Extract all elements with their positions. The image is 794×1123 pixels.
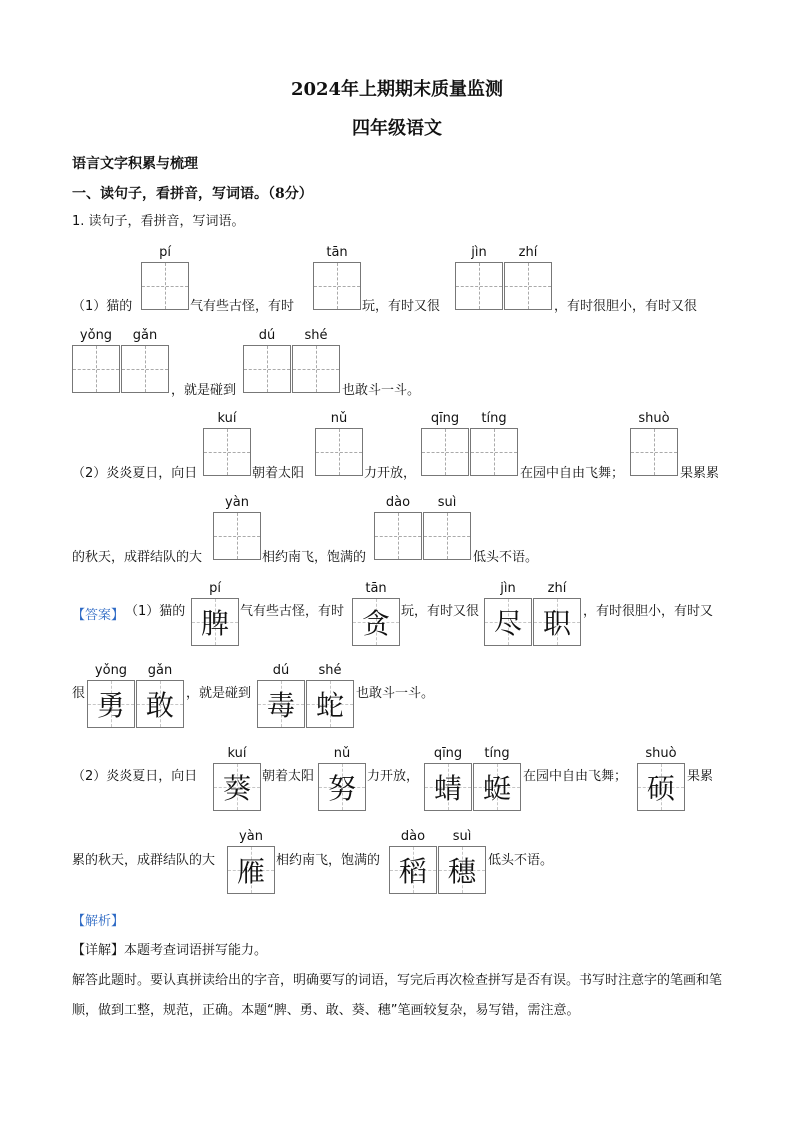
pinyin-label: pí <box>159 245 171 260</box>
sentence-text: 低头不语。 <box>488 853 554 868</box>
question-heading: 一、读句子，看拼音，写词语。（8分） <box>72 186 313 202</box>
pinyin-label: tān <box>365 581 387 596</box>
sentence-text: 也敢斗一斗。 <box>356 686 435 701</box>
sentence-text: ，有时很胆小，有时又很 <box>554 299 698 314</box>
sentence-text: （2）炎炎夏日，向日 <box>72 769 198 784</box>
pinyin-label: tíng <box>484 746 510 761</box>
analysis-detail: 【详解】本题考查词语拼写能力。 <box>72 943 268 958</box>
answer-box <box>213 763 261 811</box>
answer-box <box>306 680 354 728</box>
pinyin-label: dào <box>400 829 426 844</box>
answer-box <box>637 763 685 811</box>
pinyin-label: pí <box>209 581 221 596</box>
pinyin-label: shé <box>318 663 342 678</box>
pinyin-label: tíng <box>481 411 507 426</box>
pinyin-label: shé <box>304 328 328 343</box>
answer-char: 努 <box>327 772 356 805</box>
answer-char: 葵 <box>222 772 251 805</box>
answer-box <box>484 598 532 646</box>
answer-char: 毒 <box>266 689 295 722</box>
pinyin-label: gǎn <box>132 328 158 343</box>
sentence-text: 玩，有时又很 <box>362 299 441 314</box>
writing-box[interactable] <box>630 428 678 476</box>
writing-box[interactable] <box>504 262 552 310</box>
writing-box[interactable] <box>203 428 251 476</box>
pinyin-label: suì <box>452 829 472 844</box>
sentence-text: 在园中自由飞舞； <box>520 466 625 481</box>
sentence-text: 相约南飞，饱满的 <box>276 853 381 868</box>
answer-char: 穗 <box>447 855 476 888</box>
answer-box <box>389 846 437 894</box>
pinyin-label: nǔ <box>330 411 348 426</box>
pinyin-label: qīng <box>430 411 460 426</box>
answer-char: 脾 <box>200 607 229 640</box>
answer-char: 敢 <box>145 689 174 722</box>
pinyin-label: dú <box>258 328 276 343</box>
document-title: 2024年上期期末质量监测 <box>290 79 504 100</box>
sentence-text: 果累 <box>687 769 714 784</box>
answer-char: 贪 <box>361 607 390 640</box>
pinyin-label: yàn <box>225 495 249 510</box>
writing-box[interactable] <box>121 345 169 393</box>
sentence-text: 力开放， <box>367 769 420 784</box>
sentence-text: ，就是碰到 <box>171 383 237 398</box>
answer-char: 硕 <box>646 772 675 805</box>
sentence-text: （2）炎炎夏日，向日 <box>72 466 198 481</box>
item-instruction: 1. 读句子，看拼音，写词语。 <box>72 214 245 229</box>
pinyin-label: nǔ <box>333 746 351 761</box>
answer-char: 尽 <box>493 607 522 640</box>
answer-char: 蜓 <box>482 772 511 805</box>
analysis-tag: 【解析】 <box>72 914 125 929</box>
pinyin-label: suì <box>437 495 457 510</box>
answer-char: 职 <box>542 607 571 640</box>
sentence-text: 力开放， <box>364 466 417 481</box>
writing-box[interactable] <box>315 428 363 476</box>
pinyin-label: qīng <box>433 746 463 761</box>
sentence-text: 朝着太阳 <box>262 769 315 784</box>
sentence-text: 果累累 <box>680 466 720 481</box>
document-subtitle: 四年级语文 <box>352 118 442 139</box>
sentence-text: 气有些古怪，有时 <box>190 299 295 314</box>
writing-box[interactable] <box>243 345 291 393</box>
writing-box[interactable] <box>292 345 340 393</box>
sentence-text: 很 <box>72 686 86 701</box>
answer-char: 稻 <box>398 855 427 888</box>
section-heading: 语言文字积累与梳理 <box>72 156 198 172</box>
sentence-text: ，就是碰到 <box>186 686 252 701</box>
writing-box[interactable] <box>470 428 518 476</box>
answer-char: 勇 <box>96 689 125 722</box>
sentence-text: 累的秋天，成群结队的大 <box>72 853 216 868</box>
writing-box[interactable] <box>374 512 422 560</box>
pinyin-label: yǒng <box>94 663 128 678</box>
sentence-text: （1）猫的 <box>125 604 186 619</box>
sentence-text: （1）猫的 <box>72 299 133 314</box>
pinyin-label: dú <box>272 663 290 678</box>
pinyin-label: yǒng <box>79 328 113 343</box>
writing-box[interactable] <box>213 512 261 560</box>
pinyin-label: shuò <box>638 411 670 426</box>
sentence-text: 低头不语。 <box>473 550 539 565</box>
answer-char: 雁 <box>236 855 265 888</box>
pinyin-label: tān <box>326 245 348 260</box>
answer-box <box>352 598 400 646</box>
sentence-text: ，有时很胆小，有时又 <box>583 604 714 619</box>
pinyin-label: kuí <box>217 411 237 426</box>
sentence-text: 的秋天，成群结队的大 <box>72 550 203 565</box>
pinyin-label: yàn <box>239 829 263 844</box>
answer-box <box>257 680 305 728</box>
answer-box <box>318 763 366 811</box>
writing-box[interactable] <box>72 345 120 393</box>
sentence-text: 气有些古怪，有时 <box>240 604 345 619</box>
answer-box <box>473 763 521 811</box>
writing-box[interactable] <box>423 512 471 560</box>
answer-box <box>136 680 184 728</box>
sentence-text: 也敢斗一斗。 <box>342 383 421 398</box>
sentence-text: 相约南飞，饱满的 <box>262 550 367 565</box>
sentence-text: 朝着太阳 <box>252 466 305 481</box>
pinyin-label: zhí <box>518 245 538 260</box>
writing-box[interactable] <box>313 262 361 310</box>
writing-box[interactable] <box>421 428 469 476</box>
writing-box[interactable] <box>455 262 503 310</box>
answer-box <box>438 846 486 894</box>
answer-tag: 【答案】 <box>72 608 125 623</box>
pinyin-label: gǎn <box>147 663 173 678</box>
answer-box <box>424 763 472 811</box>
pinyin-label: kuí <box>227 746 247 761</box>
answer-box <box>191 598 239 646</box>
pinyin-label: jìn <box>500 581 516 596</box>
answer-char: 蜻 <box>433 772 462 805</box>
analysis-body: 解答此题时。要认真拼读给出的字音，明确要写的词语，写完后再次检查拼写是否有误。书写时注意字的笔画和笔顺，做到工整，规范，正确。本题“脾、勇、敢、葵、穗”笔画较复杂，易写错，需注意。 <box>72 973 723 1018</box>
answer-box <box>227 846 275 894</box>
sentence-text: 在园中自由飞舞； <box>523 769 628 784</box>
pinyin-label: dào <box>385 495 411 510</box>
answer-box <box>87 680 135 728</box>
pinyin-label: zhí <box>547 581 567 596</box>
pinyin-label: shuò <box>645 746 677 761</box>
answer-char: 蛇 <box>315 689 344 722</box>
writing-box[interactable] <box>141 262 189 310</box>
pinyin-label: jìn <box>471 245 487 260</box>
answer-box <box>533 598 581 646</box>
sentence-text: 玩，有时又很 <box>401 604 480 619</box>
